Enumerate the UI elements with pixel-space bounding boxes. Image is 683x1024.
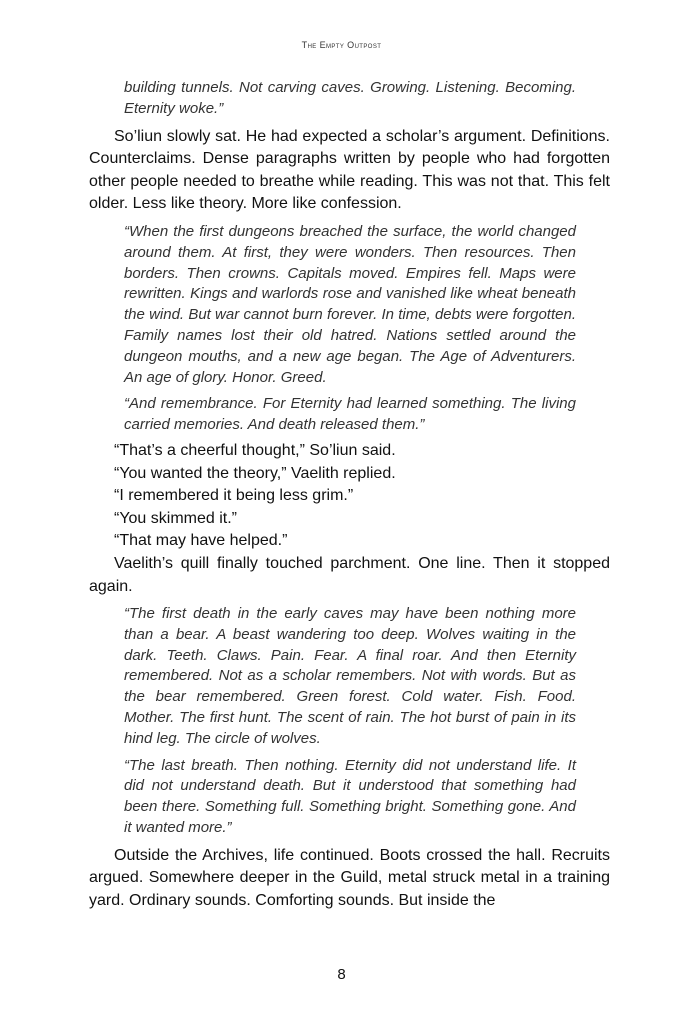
dialogue-line: “You skimmed it.” — [114, 509, 237, 527]
dialogue-exchange — [89, 440, 610, 553]
dialogue-line: “That’s a cheerful thought,” So’liun said. — [114, 441, 396, 459]
block-quote-dungeons: “When the first dungeons breached the surface, the world changed around them. At first, they were wonders. Then resources. Then borders. Then crowns. Capitals moved. Empires fell. Maps were rewritten. Kings and warlords rose and vanished like wheat beneath the wind. But war cannot burn forever. In time, debts were forgotten. Family names lost their old hatred. Nations settled around the dungeon mouths, and a new age began. The Age of Adventurers. An age of glory. Honor. Greed. — [124, 222, 576, 386]
block-quote-remembrance: “And remembrance. For Eternity had learned something. The living carried memories. And death released them.” — [124, 395, 576, 434]
dialogue-line: “That may have helped.” — [114, 532, 288, 550]
paragraph-soliun-sat: So’liun slowly sat. He had expected a scholar’s argument. Definitions. Counterclaims. Dense paragraphs written by people who had forgotten other people needed to breathe while reading. This was not that. This felt older. Less like theory. More like confession. — [89, 127, 610, 213]
block-quote-bear: “The first death in the early caves may have been nothing more than a bear. A beast wandering too deep. Wolves waiting in the dark. Teeth. Claws. Pain. Fear. A final roar. And then Eternity remembered. Not as a scholar remembers. Not with words. But as the bear remembered. Green forest. Cold water. Fish. Food. Mother. The first hunt. The scent of rain. The hot burst of pain in its hind leg. The circle of wolves. — [124, 605, 576, 747]
block-quote-tunnels: building tunnels. Not carving caves. Growing. Listening. Becoming. Eternity woke.” — [124, 79, 576, 117]
dialogue-line: “I remembered it being less grim.” — [114, 487, 354, 505]
paragraph-outside-archives: Outside the Archives, life continued. Boots crossed the hall. Recruits argued. Somewhere deeper in the Guild, metal struck metal in a training yard. Ordinary sounds. Comforting sounds. But inside the — [89, 846, 610, 910]
paragraph-vaelith-quill: Vaelith’s quill finally touched parchment. One line. Then it stopped again. — [89, 554, 610, 595]
running-title: The Empty Outpost — [301, 40, 382, 50]
dialogue-line: “You wanted the theory,” Vaelith replied. — [114, 464, 396, 482]
page-number: 8 — [337, 966, 346, 983]
block-quote-last-breath: “The last breath. Then nothing. Eternity did not understand life. It did not understand death. But it understood that something had been there. Something full. Something bright. Something gone. And it wanted more.” — [124, 756, 576, 837]
page-body — [89, 78, 610, 917]
